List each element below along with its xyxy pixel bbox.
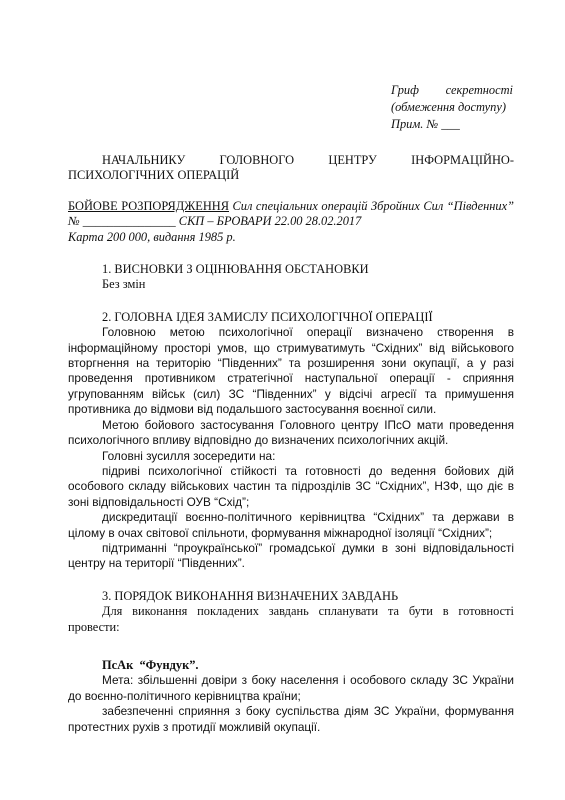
section-2-heading: 2. ГОЛОВНА ІДЕЯ ЗАМИСЛУ ПСИХОЛОГІЧНОЇ ОПЕРАЦІЇ [102, 309, 433, 324]
stamp-line-2: (обмеження доступу) [391, 100, 506, 114]
action-item-2: забезпеченні сприяння з боку суспільства діям ЗС України, формування протестних рухів з протидії можливій окупації. [68, 704, 514, 734]
section-2-para-2: Метою бойового застосування Головного центру ІПсО мати проведення психологічного впливу відповідно до визначених психологічних акцій. [68, 417, 514, 448]
section-2-para-1: Головною метою психологічної операції визначено створення в інформаційному просторі умов, що стримуватимуть “Східних” від військового вторгнення на територію “Південних” та розширення зони окупації, а у разі проведення противником стратегічної наступальної операції - сприяння угрупованням військ (сил) ЗС “Південних” у відсічі агресії та примушення противника до відмови від подальшого застосування воєнної сили. [68, 325, 514, 417]
document-body [68, 153, 514, 735]
secrecy-stamp [391, 82, 513, 133]
stamp-line-3: Прим. № ___ [391, 117, 460, 131]
section-1-text: Без змін [102, 277, 146, 292]
stamp-line-1 [391, 82, 513, 99]
section-2-para-3: Головні зусилля зосередити на: [102, 448, 276, 463]
section-1-heading: 1. ВИСНОВКИ З ОЦІНЮВАННЯ ОБСТАНОВКИ [102, 262, 369, 277]
order-title: БОЙОВЕ РОЗПОРЯДЖЕННЯ [68, 198, 229, 213]
section-3-intro: Для виконання покладених завдань спланувати та бути в готовності провести: [68, 604, 514, 634]
section-2-para-6: підтриманні “проукраїнської” громадської думки в зоні відповідальності центру на території “Південних”. [68, 540, 514, 571]
psychological-action-title [68, 658, 514, 673]
section-2-para-5: дискредитації воєнно-політичного керівництва “Східних” та держави в цілому в очах світової спільноти, формування міжнародної ізоляції “Східних”; [68, 510, 514, 540]
order-header-body: Сил спеціальних операцій Збройних Сил “Південних” № _______________ СКП – БРОВАРИ 22.00 28.02.2017 [68, 198, 514, 229]
addressee-line-1: НАЧАЛЬНИКУ ГОЛОВНОГО ЦЕНТРУ ІНФОРМАЦІЙНО- [102, 153, 514, 167]
action-name: “Фундук”. [139, 657, 199, 672]
stamp-secrecy: секретності [445, 83, 513, 97]
section-2-para-4: підриві психологічної стійкості та готовності до ведення бойових дій особового складу військових частин та підрозділів ЗС “Східних”, НЗФ, що діє в зоні відповідальності ОУВ “Схід”; [68, 463, 514, 509]
action-prefix: ПсАк [102, 657, 134, 672]
stamp-label: Гриф [391, 83, 419, 97]
addressee-line-2: ПСИХОЛОГІЧНИХ ОПЕРАЦІЙ [68, 168, 240, 183]
order-header [68, 199, 514, 230]
action-goal: Мета: збільшенні довіри з боку населення і особового складу ЗС України до воєнно-політичного керівництва країни; [68, 673, 514, 703]
section-3-heading: 3. ПОРЯДОК ВИКОНАННЯ ВИЗНАЧЕНИХ ЗАВДАНЬ [102, 588, 399, 603]
map-reference: Карта 200 000, видання 1985 р. [68, 229, 236, 244]
